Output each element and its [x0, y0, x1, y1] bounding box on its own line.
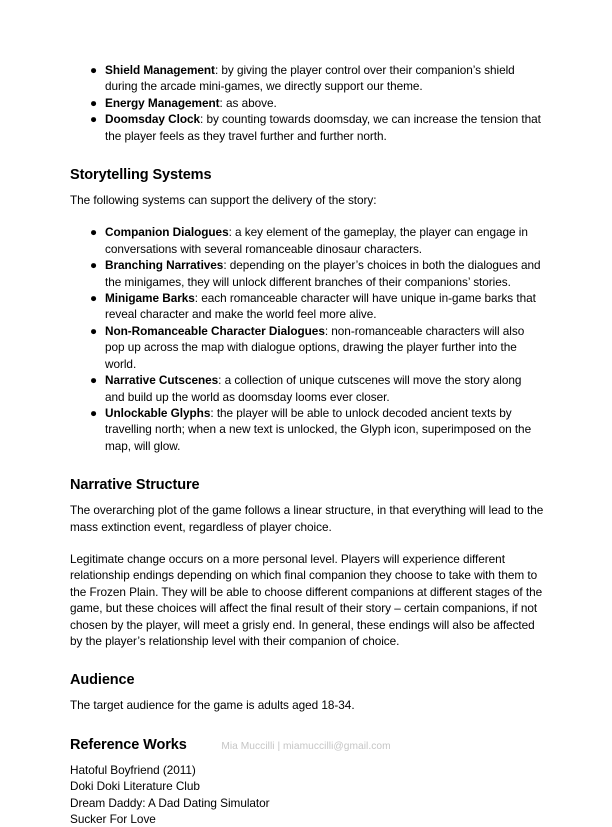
list-item: [70, 224, 544, 257]
page-footer: Mia Muccilli | miamuccilli@gmail.com: [221, 741, 391, 752]
bullet-icon: ●: [90, 63, 98, 77]
spacer: [70, 208, 544, 224]
list-item: [70, 95, 544, 111]
list-item-term: Narrative Cutscenes: [105, 373, 219, 388]
list-item-text: : by giving the player control over their companion’s shield during the arcade mini-games, we directly support our theme.: [105, 63, 515, 94]
bullet-icon: ●: [90, 405, 98, 420]
list-item-term: Unlockable Glyphs: [105, 405, 211, 420]
spacer: [70, 494, 544, 502]
bullet-icon: ●: [90, 225, 98, 240]
top-bullet-list: [70, 62, 544, 144]
reference-works-list: [70, 762, 544, 827]
bullet-icon: ●: [90, 373, 98, 388]
list-item-text: : depending on the player’s choices in both the dialogues and the minigames, they will unlock different branches of their companions’ stories.: [105, 258, 541, 289]
storytelling-intro-paragraph: The following systems can support the delivery of the story:: [70, 193, 377, 208]
spacer: [70, 689, 544, 697]
section-heading-audience: Audience: [70, 672, 135, 689]
spacer: [70, 714, 544, 736]
document-content: [70, 62, 544, 827]
list-item-text: : as above.: [219, 95, 277, 110]
list-item-term: Non-Romanceable Character Dialogues: [105, 323, 325, 338]
list-item: [70, 111, 544, 144]
bullet-icon: ●: [90, 95, 98, 110]
list-item: [70, 405, 544, 454]
list-item: Dream Daddy: A Dad Dating Simulator: [70, 795, 270, 810]
list-item: Doki Doki Literature Club: [70, 779, 200, 794]
list-item: [70, 62, 544, 95]
list-item: [70, 257, 544, 290]
section-heading-narrative-structure: Narrative Structure: [70, 477, 200, 494]
list-item-term: Companion Dialogues: [105, 225, 229, 240]
list-item: [70, 323, 544, 372]
list-item-text: : each romanceable character will have unique in-game barks that reveal character and make the world feel more alive.: [105, 291, 536, 322]
spacer: [70, 184, 544, 192]
list-item-term: Minigame Barks: [105, 291, 195, 306]
audience-paragraph: The target audience for the game is adults aged 18-34.: [70, 698, 355, 713]
spacer: [70, 649, 544, 671]
list-item-text: : the player will be able to unlock decoded ancient texts by travelling north; when a new text is unlocked, the Glyph icon, superimposed on the map, will glow.: [105, 405, 532, 453]
spacer: [70, 535, 544, 551]
list-item-text: : by counting towards doomsday, we can increase the tension that the player feels as they travel further and further north.: [105, 112, 541, 143]
list-item-term: Energy Management: [105, 95, 220, 110]
list-item-text: : a key element of the gameplay, the player can engage in conversations with several romanceable dinosaur characters.: [105, 225, 528, 256]
list-item-text: : a collection of unique cutscenes will move the story along and build up the world as doomsday looms ever closer.: [105, 373, 522, 404]
spacer: [70, 454, 544, 476]
list-item-term: Branching Narratives: [105, 258, 224, 273]
section-heading-reference-works: Reference Works: [70, 736, 187, 753]
storytelling-bullet-list: [70, 224, 544, 454]
bullet-icon: ●: [90, 112, 98, 127]
bullet-icon: ●: [90, 258, 98, 273]
narrative-structure-paragraph-2: Legitimate change occurs on a more personal level. Players will experience different relationship endings depending on which final companion they choose to take with them to the Frozen Plain. They will be able to choose different companions at different stages of the game, but these choices will affect the final result of their story – certain companions, if not chosen by the player, will meet a grisly end. In general, these endings will also be affected by the player’s relationship level with their companion of choice.: [70, 551, 543, 648]
spacer: [70, 754, 544, 762]
spacer: [70, 144, 544, 166]
list-item-term: Doomsday Clock: [105, 112, 201, 127]
bullet-icon: ●: [90, 323, 98, 338]
bullet-icon: ●: [90, 291, 98, 306]
list-item-text: : non-romanceable characters will also pop up across the map with dialogue options, drawing the player further into the world.: [105, 323, 525, 371]
list-item: Hatoful Boyfriend (2011): [70, 762, 196, 777]
list-item-term: Shield Management: [105, 63, 215, 77]
list-item: [70, 372, 544, 405]
list-item: Sucker For Love: [70, 812, 156, 826]
list-item: [70, 290, 544, 323]
section-heading-storytelling-systems: Storytelling Systems: [70, 167, 212, 184]
narrative-structure-paragraph-1: The overarching plot of the game follows a linear structure, in that everything will lead to the mass extinction event, regardless of player choice.: [70, 503, 544, 534]
